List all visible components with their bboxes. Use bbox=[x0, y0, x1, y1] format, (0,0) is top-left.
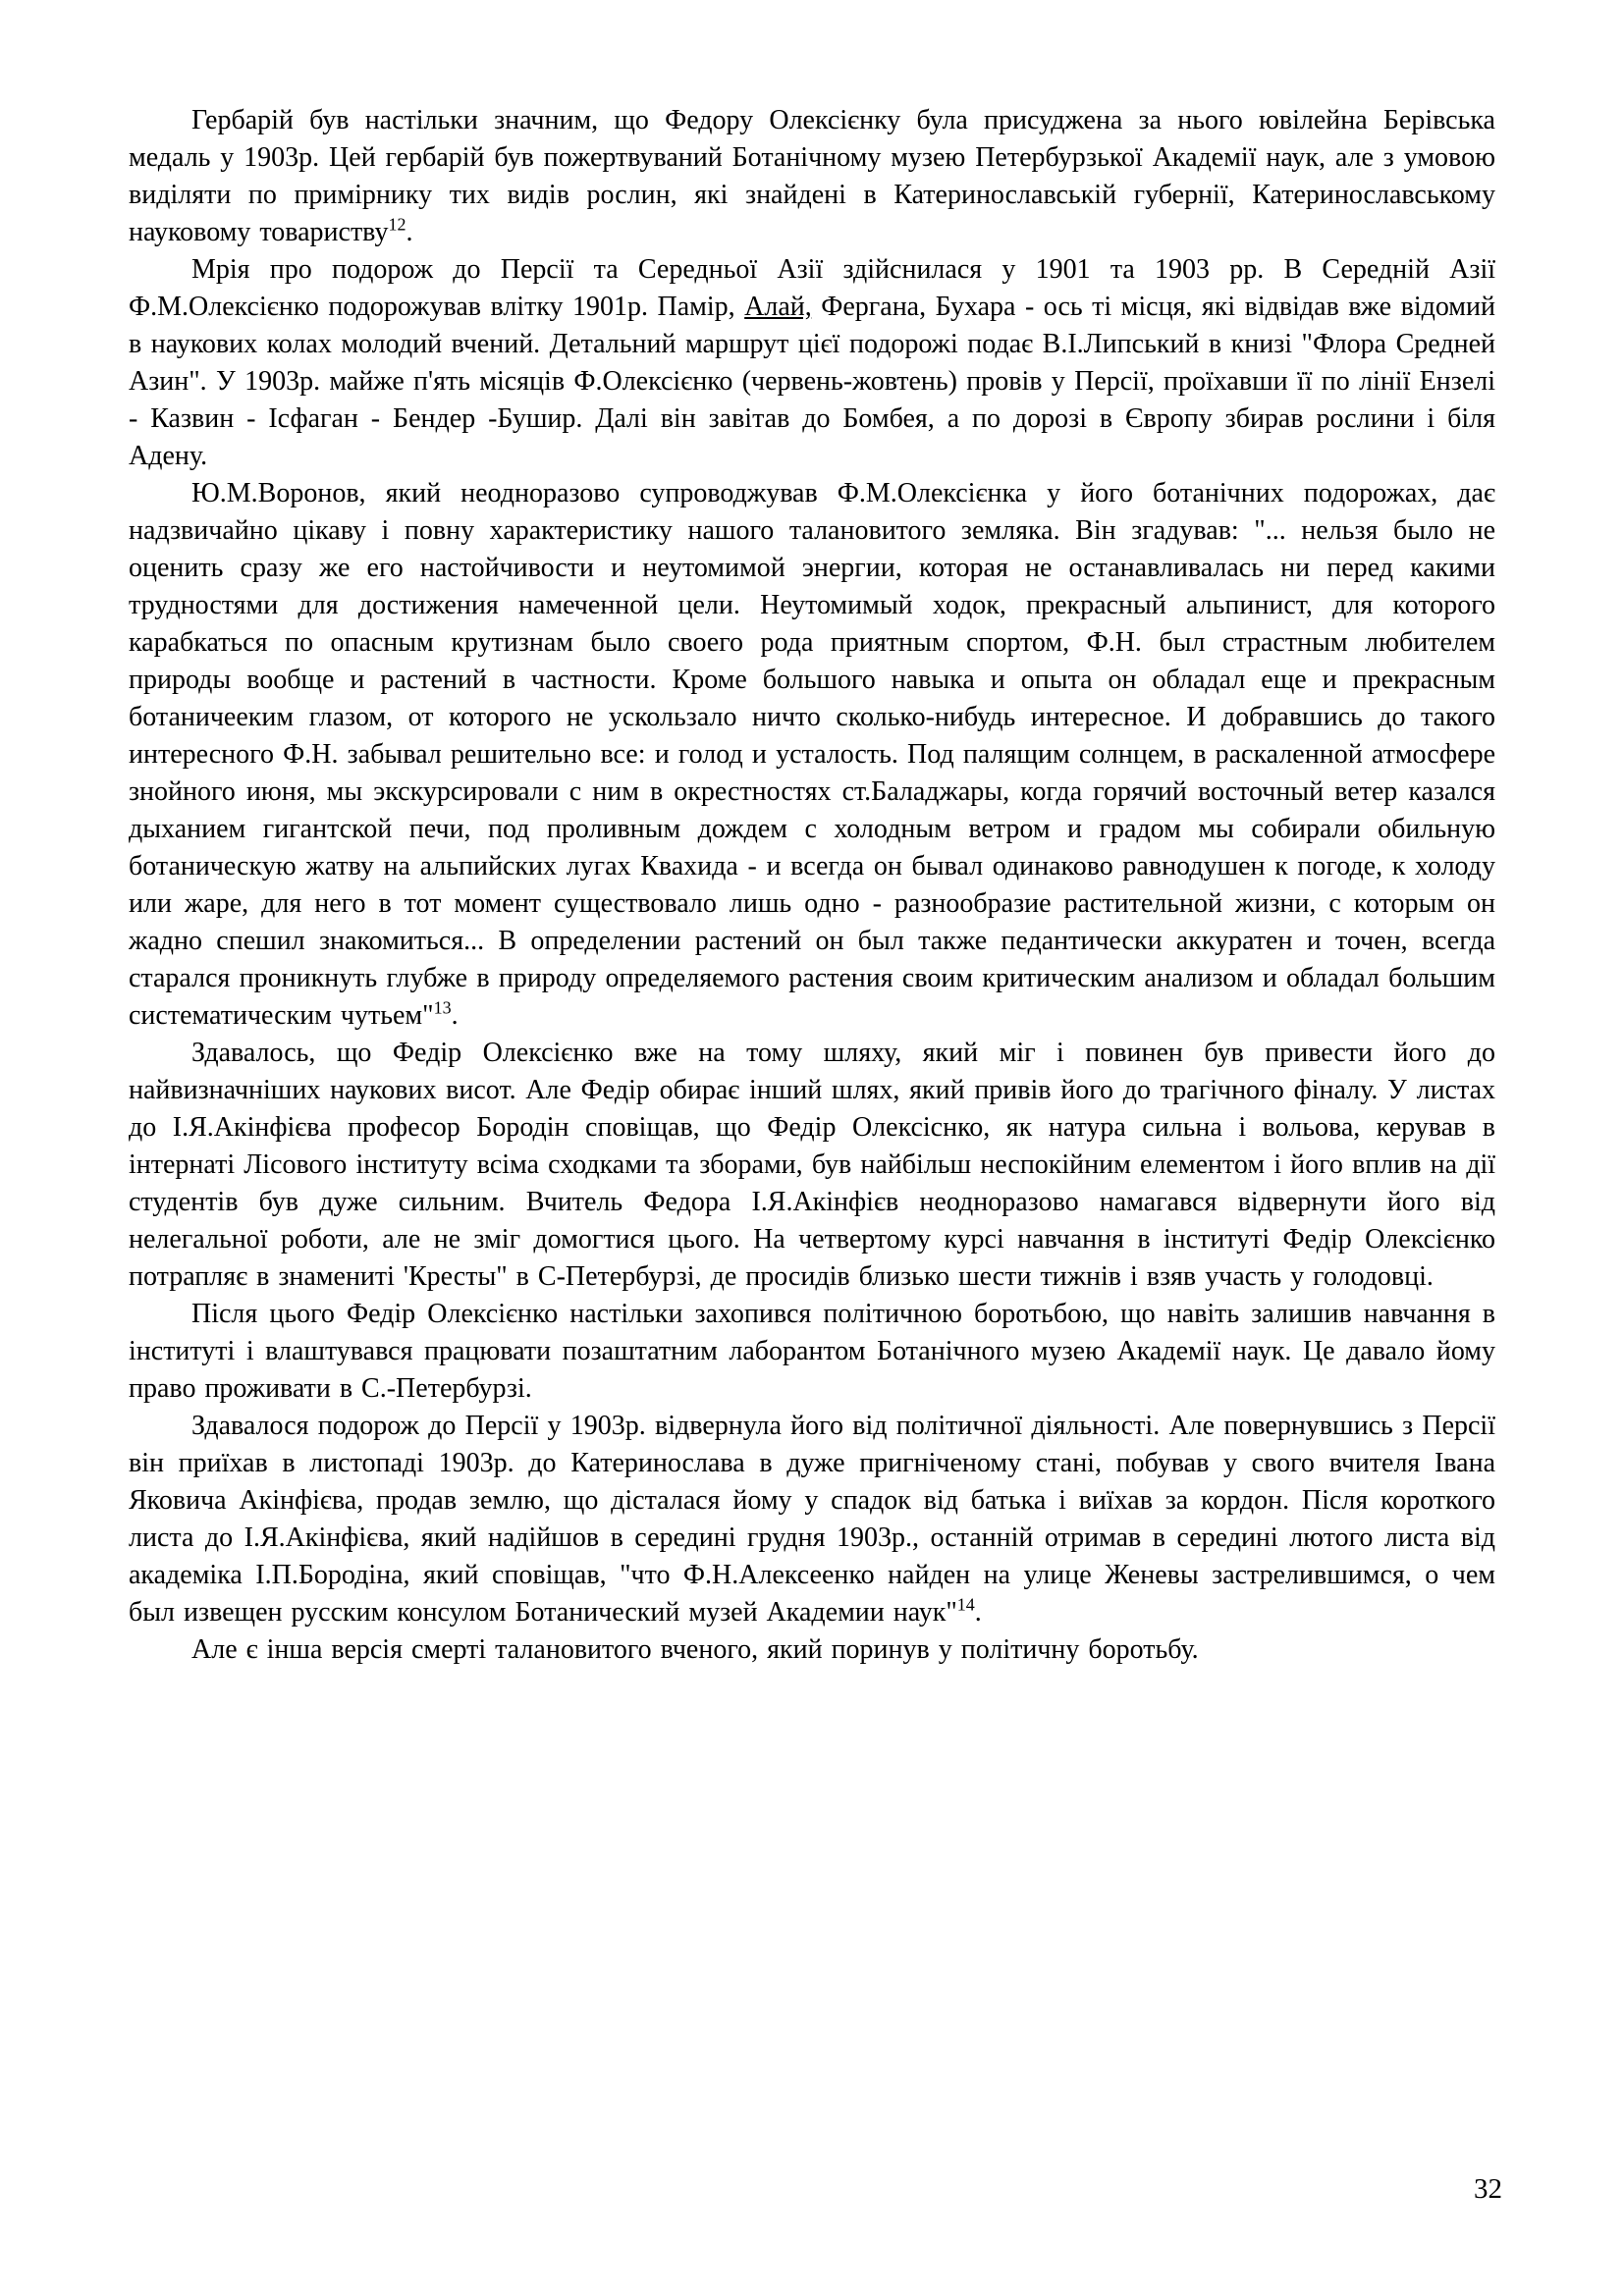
footnote-ref: 13 bbox=[433, 997, 452, 1018]
text-segment: Фергана, Бухара - ось ті місця, які відвідав вже відомий в наукових колах молодий вчений. Детальний маршрут цієї подорожі подає В.І.Липський в книзі "Флора Средней Азин". У 1903р. майже п'ять місяців Ф.Олексієнко (червень-жовтень) провів у Персії, проїхавши її по лінії Ензелі - Казвин - Ісфаган - Бендер -Бушир. Далі він завітав до Бомбея, а по дорозі в Європу збирав рослини і біля Адену. bbox=[129, 292, 1495, 471]
paragraph bbox=[129, 475, 1495, 1035]
text-segment: Алай, bbox=[744, 292, 812, 322]
text-segment: Ю.М.Воронов, який неодноразово супроводжував Ф.М.Олексієнка у його ботанічних подорожах, дає надзвичайно цікаву і повну характеристику нашого талановитого земляка. Він згадував: "... нельзя было не оценить сразу же его настойчивости и неутомимой энергии, которая не останавливалась ни перед какими трудностями для достижения намеченной цели. Неутомимый ходок, прекрасный альпинист, для которого карабкаться по опасным крутизнам было своего рода приятным спортом, Ф.Н. был страстным любителем природы вообще и растений в частности. Кроме большого навыка и опыта он обладал еще и прекрасным ботаничееким глазом, от которого не ускользало ничто сколько-нибудь интересное. И добравшись до такого интересного Ф.Н. забывал решительно все: и голод и усталость. Под палящим солнцем, в раскаленной атмосфере знойного июня, мы экскурсировали с ним в окрестностях ст.Баладжары, когда горячий восточный ветер казался дыханием гигантской печи, под проливным дождем с холодным ветром и градом мы собирали обильную ботаническую жатву на альпийских лугах Квахида - и всегда он бывал одинаково равнодушен к погоде, к холоду или жаре, для него в тот момент существовало лишь одно - разнообразие растительной жизни, с которым он жадно спешил знакомиться... В определении растений он был также педантически аккуратен и точен, всегда старался проникнуть глубже в природу определяемого растения своим критическим анализом и обладал большим систематическим чутьем" bbox=[129, 478, 1495, 1031]
text-segment: . bbox=[406, 217, 413, 247]
page-body bbox=[129, 102, 1495, 1669]
paragraph bbox=[129, 251, 1495, 475]
text-segment: . bbox=[974, 1597, 982, 1628]
paragraph bbox=[129, 1631, 1495, 1669]
text-segment: . bbox=[451, 1000, 459, 1031]
text-segment: Гербарій був настільки значним, що Федору Олексієнку була присуджена за нього ювілейна Берівська медаль у 1903р. Цей гербарій був пожертвуваний Ботанічному музею Петербурзької Академії наук, але з умовою виділяти по примірнику тих видів рослин, які знайдені в Катеринославській губернії, Катеринославському науковому товариству bbox=[129, 105, 1495, 247]
text-segment: Здавалося подорож до Персії у 1903р. відвернула його від політичної діяльності. Але повернувшись з Персії він приїхав в листопаді 1903р. до Катеринослава в дуже пригніченому стані, побував у свого вчителя Івана Яковича Акінфієва, продав землю, що дісталася йому у спадок від батька і виїхав за кордон. Після короткого листа до І.Я.Акінфієва, який надійшов в середині грудня 1903р., останній отримав в середині лютого листа від академіка І.П.Бородіна, який сповіщав, "что Ф.Н.Алексеенко найден на улице Женевы застрелившимся, о чем был извещен русским консулом Ботанический музей Академии наук" bbox=[129, 1411, 1495, 1628]
paragraph bbox=[129, 1035, 1495, 1296]
page-number: 32 bbox=[1474, 2173, 1502, 2205]
paragraph bbox=[129, 1408, 1495, 1631]
text-segment: Але є інша версія смерті талановитого вченого, який поринув у політичну боротьбу. bbox=[191, 1634, 1199, 1665]
paragraph bbox=[129, 1296, 1495, 1408]
text-segment: Після цього Федір Олексієнко настільки захопився політичною боротьбою, що навіть залишив навчання в інституті і влаштувався працювати позаштатним лаборантом Ботанічного музею Академії наук. Це давало йому право проживати в С.-Петербурзі. bbox=[129, 1299, 1495, 1404]
footnote-ref: 12 bbox=[388, 214, 406, 235]
text-segment: Здавалось, що Федір Олексієнко вже на тому шляху, який міг і повинен був привести його до найвизначніших наукових висот. Але Федір обирає інший шлях, який привів його до трагічного фіналу. У листах до І.Я.Акінфієва професор Бородін сповіщав, що Федір Олексіснко, як натура сильна і вольова, керував в інтернаті Лісового інституту всіма сходками та зборами, був найбільш неспокійним елементом і його вплив на дії студентів був дуже сильним. Вчитель Федора І.Я.Акінфієв неодноразово намагався відвернути його від нелегальної роботи, але не зміг домогтися цього. На четвертому курсі навчання в інституті Федір Олексієнко потрапляє в знамениті 'Кресты" в С-Петербурзі, де просидів близько шести тижнів і взяв участь у голодовці. bbox=[129, 1038, 1495, 1292]
text-segment: Мрія про подорож до Персії та Середньої Азії здійснилася у 1901 та 1903 рр. В Середній Азії Ф.М.Олексієнко подорожував влітку 1901р. Памір, bbox=[129, 254, 1495, 322]
footnote-ref: 14 bbox=[956, 1594, 975, 1615]
paragraph bbox=[129, 102, 1495, 251]
